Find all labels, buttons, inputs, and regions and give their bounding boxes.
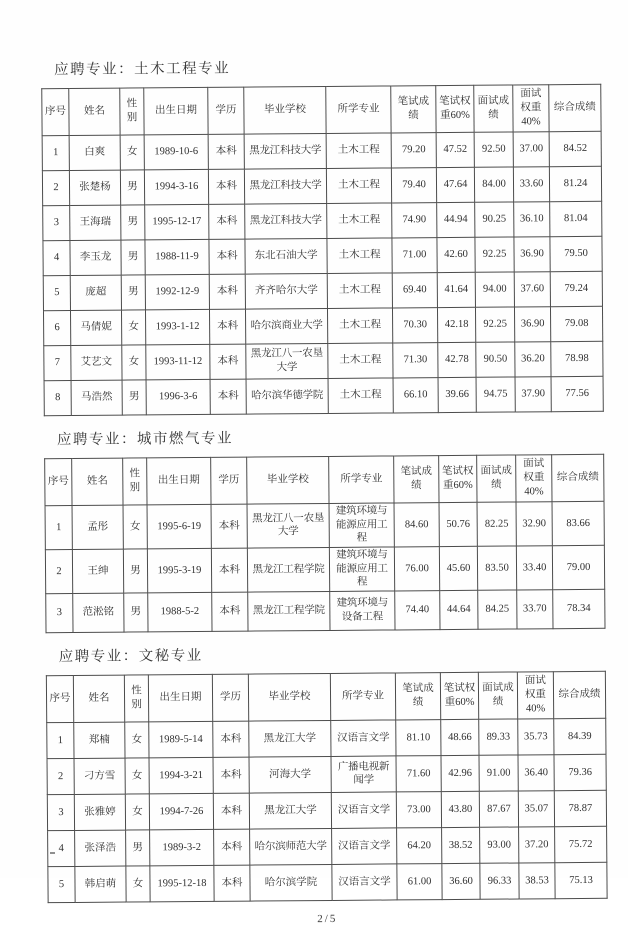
cell-index: 8	[44, 380, 71, 415]
cell-name: 王海瑞	[70, 205, 121, 240]
table-row	[48, 862, 607, 902]
cell-written-score: 71.60	[396, 755, 441, 791]
cell-written-weight-60: 38.52	[442, 827, 480, 863]
cell-interview-score: 89.33	[479, 719, 518, 755]
cell-major: 土木工程	[327, 308, 392, 344]
section-title: 应聘专业：城市燃气专业	[56, 430, 234, 449]
cell-name: 李玉龙	[70, 240, 121, 275]
cell-written-score: 74.40	[395, 590, 440, 629]
cell-name: 庞超	[70, 275, 121, 310]
header-row	[42, 84, 601, 135]
table-row	[47, 790, 606, 830]
cell-overall-score: 84.39	[554, 718, 606, 754]
cell-birthdate: 1994-3-16	[144, 169, 208, 205]
cell-index: 3	[47, 794, 74, 830]
column-header-major: 所学专业	[326, 86, 391, 134]
column-header-overall-score: 综合成绩	[552, 454, 604, 501]
column-header-school: 毕业学校	[244, 86, 326, 134]
table-row	[42, 131, 601, 170]
column-header-education: 学历	[208, 87, 244, 134]
cell-interview-score: 87.67	[479, 791, 518, 827]
cell-written-score: 79.40	[391, 168, 436, 203]
cell-interview-weight-40: 36.90	[514, 237, 550, 272]
cell-birthdate: 1995-12-17	[145, 204, 209, 240]
column-header-index: 序号	[46, 675, 73, 722]
cell-name: 张雅婷	[74, 794, 125, 830]
results-table	[46, 671, 608, 903]
results-table	[44, 454, 605, 633]
table-row	[47, 754, 606, 794]
column-header-index: 序号	[45, 458, 72, 505]
cell-index: 2	[47, 758, 74, 794]
cell-written-weight-60: 43.80	[441, 791, 479, 827]
cell-written-weight-60: 41.64	[437, 272, 475, 307]
table-row	[45, 545, 604, 593]
cell-overall-score: 81.04	[550, 201, 602, 236]
cell-major: 汉语言文学	[331, 720, 396, 757]
cell-index: 3	[43, 205, 70, 240]
cell-overall-score: 78.34	[553, 589, 605, 628]
cell-name: 刁方雪	[74, 758, 125, 794]
cell-birthdate: 1993-11-12	[146, 344, 210, 380]
cell-school: 河海大学	[249, 756, 331, 793]
cell-interview-weight-40: 37.90	[515, 377, 551, 412]
column-header-written-score: 笔试成绩	[391, 86, 436, 133]
cell-interview-score: 82.25	[477, 502, 516, 546]
cell-interview-weight-40: 33.60	[513, 167, 549, 202]
cell-education: 本科	[213, 757, 249, 793]
major-section	[46, 641, 610, 903]
cell-written-weight-60: 39.66	[438, 377, 476, 412]
cell-major: 土木工程	[326, 168, 391, 204]
cell-education: 本科	[210, 379, 246, 414]
table-row	[43, 271, 602, 310]
cell-school: 黑龙江工程学院	[248, 591, 330, 631]
table-row	[42, 166, 601, 205]
cell-birthdate: 1988-11-9	[145, 239, 209, 275]
column-header-gender: 性别	[124, 675, 148, 722]
cell-school: 黑龙江工程学院	[247, 547, 329, 592]
header-row	[45, 454, 604, 505]
cell-school: 黑龙江八一农垦大学	[247, 503, 329, 548]
cell-interview-weight-40: 36.40	[518, 755, 554, 791]
cell-index: 2	[42, 170, 69, 205]
cell-index: 2	[45, 549, 72, 593]
cell-written-weight-60: 47.64	[436, 167, 474, 202]
cell-birthdate: 1994-3-21	[149, 757, 213, 794]
cell-gender: 女	[125, 758, 149, 794]
cell-birthdate: 1988-5-2	[148, 592, 212, 632]
cell-gender: 男	[122, 380, 146, 415]
cell-education: 本科	[209, 309, 245, 344]
cell-gender: 女	[121, 310, 145, 345]
column-header-overall-score: 综合成绩	[549, 84, 601, 131]
cell-major: 土木工程	[326, 133, 391, 169]
cell-interview-score: 90.25	[475, 202, 514, 237]
cell-index: 5	[43, 275, 70, 310]
major-section	[44, 424, 608, 633]
cell-interview-score: 96.33	[480, 863, 519, 899]
cell-gender: 男	[120, 170, 144, 205]
cell-written-weight-60: 36.60	[442, 863, 480, 899]
cell-written-score: 79.20	[391, 133, 436, 168]
cell-written-score: 73.00	[396, 791, 441, 827]
cell-school: 哈尔滨商业大学	[245, 308, 327, 344]
cell-written-weight-60: 42.18	[437, 307, 475, 342]
cell-birthdate: 1989-10-6	[144, 134, 208, 170]
cell-overall-score: 75.13	[555, 862, 607, 898]
cell-major: 土木工程	[327, 238, 392, 274]
cell-overall-score: 79.08	[550, 306, 602, 341]
cell-education: 本科	[213, 721, 249, 757]
cell-index: 3	[46, 593, 73, 632]
column-header-name: 姓名	[69, 88, 120, 135]
cell-gender: 男	[126, 830, 150, 866]
cell-education: 本科	[209, 204, 245, 239]
cell-overall-score: 77.56	[551, 376, 603, 411]
cell-gender: 女	[125, 794, 149, 830]
cell-interview-weight-40: 36.20	[515, 342, 551, 377]
cell-interview-score: 92.50	[474, 132, 513, 167]
cell-index: 1	[45, 505, 72, 549]
cell-interview-score: 84.00	[474, 167, 513, 202]
cell-overall-score: 79.24	[550, 271, 602, 306]
cell-name: 马浩然	[71, 380, 122, 415]
cell-gender: 女	[125, 722, 149, 758]
cell-birthdate: 1992-12-9	[145, 274, 209, 310]
cell-interview-weight-40: 37.60	[514, 272, 550, 307]
cell-written-score: 71.30	[393, 343, 438, 378]
cell-written-score: 64.20	[397, 827, 442, 863]
cell-interview-weight-40: 36.10	[514, 202, 550, 237]
cell-education: 本科	[208, 169, 244, 204]
table-row	[46, 589, 605, 632]
cell-gender: 男	[121, 205, 145, 240]
cell-interview-weight-40: 35.07	[518, 791, 554, 827]
cell-name: 范淞铭	[73, 593, 124, 632]
cell-index: 6	[43, 310, 70, 345]
cell-major: 汉语言文学	[331, 792, 396, 829]
cell-birthdate: 1995-6-19	[147, 504, 211, 548]
cell-gender: 女	[120, 135, 144, 170]
cell-index: 4	[48, 830, 75, 866]
cell-education: 本科	[210, 344, 246, 379]
column-header-education: 学历	[212, 674, 248, 721]
cell-overall-score: 75.72	[555, 826, 607, 862]
column-header-major: 所学专业	[330, 673, 395, 721]
cell-written-score: 81.10	[396, 719, 441, 755]
cell-school: 黑龙江科技大学	[244, 133, 326, 169]
cell-written-score: 74.90	[392, 203, 437, 238]
cell-interview-weight-40: 37.00	[513, 132, 549, 167]
column-header-written-score: 笔试成绩	[394, 456, 439, 503]
cell-written-weight-60: 44.94	[437, 202, 475, 237]
cell-name: 张泽浩	[75, 830, 126, 866]
cell-name: 白爽	[69, 135, 120, 170]
cell-overall-score: 84.52	[549, 131, 601, 166]
cell-interview-weight-40: 33.70	[517, 590, 553, 629]
column-header-written-weight-60: 笔试权重60%	[439, 455, 477, 502]
cell-written-score: 76.00	[394, 547, 439, 591]
cell-school: 黑龙江科技大学	[245, 203, 327, 239]
cell-major: 建筑环境与能源应用工程	[329, 547, 394, 591]
cell-written-score: 69.40	[392, 273, 437, 308]
cell-major: 土木工程	[327, 273, 392, 309]
column-header-education: 学历	[211, 457, 247, 504]
cell-birthdate: 1995-3-19	[147, 548, 211, 592]
cell-name: 艾艺文	[71, 345, 122, 380]
cell-index: 4	[43, 240, 70, 275]
cell-written-weight-60: 42.96	[441, 755, 479, 791]
column-header-interview-weight-40: 面试权重40%	[517, 672, 553, 719]
cell-written-score: 61.00	[397, 863, 442, 899]
cell-written-weight-60: 42.60	[437, 237, 475, 272]
cell-gender: 女	[122, 345, 146, 380]
cell-written-weight-60: 47.52	[436, 132, 474, 167]
cell-overall-score: 78.87	[554, 790, 606, 826]
cell-education: 本科	[211, 504, 247, 548]
cell-interview-weight-40: 32.90	[516, 502, 552, 546]
cell-overall-score: 83.66	[552, 501, 604, 545]
cell-birthdate: 1989-3-2	[150, 829, 214, 866]
cell-birthdate: 1996-3-6	[146, 379, 210, 415]
section-title: 应聘专业：土木工程专业	[54, 60, 231, 79]
column-header-school: 毕业学校	[247, 456, 329, 504]
column-header-name: 姓名	[73, 675, 124, 722]
column-header-index: 序号	[42, 88, 69, 135]
cell-interview-weight-40: 38.53	[519, 863, 555, 899]
cell-interview-score: 83.50	[477, 546, 516, 590]
sections-container	[41, 54, 610, 903]
cell-overall-score: 81.24	[549, 166, 601, 201]
cell-interview-weight-40: 35.73	[518, 719, 554, 755]
column-header-overall-score: 综合成绩	[553, 671, 605, 718]
column-header-interview-score: 面试成绩	[478, 672, 517, 719]
column-header-school: 毕业学校	[248, 673, 330, 721]
column-header-interview-weight-40: 面试权重40%	[516, 455, 552, 502]
column-header-interview-score: 面试成绩	[474, 85, 513, 132]
cell-gender: 男	[124, 593, 148, 632]
cell-education: 本科	[209, 274, 245, 309]
cell-index: 1	[47, 722, 74, 758]
cell-written-score: 70.30	[392, 308, 437, 343]
column-header-birthdate: 出生日期	[147, 457, 211, 505]
cell-name: 孟彤	[72, 505, 123, 549]
cell-major: 广播电视新闻学	[331, 756, 396, 793]
column-header-written-score: 笔试成绩	[395, 672, 440, 719]
cell-major: 汉语言文学	[332, 864, 397, 901]
table-row	[43, 201, 602, 240]
cell-education: 本科	[212, 592, 248, 631]
cell-interview-score: 93.00	[480, 827, 519, 863]
cell-interview-score: 90.50	[476, 342, 515, 377]
cell-gender: 男	[121, 240, 145, 275]
cell-written-weight-60: 50.76	[439, 502, 477, 546]
cell-written-weight-60: 45.60	[439, 546, 477, 590]
cell-interview-weight-40: 33.40	[516, 546, 552, 590]
column-header-interview-score: 面试成绩	[477, 455, 516, 502]
cell-major: 汉语言文学	[332, 828, 397, 865]
cell-school: 齐齐哈尔大学	[245, 273, 327, 309]
cell-school: 黑龙江大学	[249, 720, 331, 757]
cell-interview-score: 92.25	[475, 307, 514, 342]
cell-school: 哈尔滨学院	[250, 864, 332, 901]
cell-birthdate: 1993-1-12	[145, 309, 209, 345]
column-header-gender: 性别	[123, 458, 147, 505]
cell-written-score: 84.60	[394, 503, 439, 547]
cell-written-score: 66.10	[393, 378, 438, 413]
table-row	[47, 718, 606, 758]
cell-written-weight-60: 42.78	[438, 342, 476, 377]
column-header-written-weight-60: 笔试权重60%	[436, 85, 474, 132]
cell-school: 哈尔滨师范大学	[250, 828, 332, 865]
cell-written-score: 71.00	[392, 238, 437, 273]
scan-speck	[50, 852, 55, 854]
cell-interview-score: 91.00	[479, 755, 518, 791]
column-header-major: 所学专业	[329, 456, 394, 504]
cell-school: 黑龙江大学	[249, 792, 331, 829]
table-row	[43, 236, 602, 275]
cell-index: 5	[48, 866, 75, 902]
cell-interview-score: 94.00	[475, 272, 514, 307]
cell-overall-score: 78.98	[551, 341, 603, 376]
column-header-birthdate: 出生日期	[144, 87, 208, 135]
cell-gender: 男	[123, 549, 147, 593]
table-row	[45, 501, 604, 549]
cell-name: 马倩妮	[70, 310, 121, 345]
table-row	[44, 341, 603, 380]
column-header-interview-weight-40: 面试权重40%	[513, 85, 549, 132]
cell-interview-weight-40: 37.20	[519, 827, 555, 863]
cell-index: 1	[42, 135, 69, 170]
cell-education: 本科	[209, 239, 245, 274]
scanned-sheet	[41, 54, 610, 927]
column-header-birthdate: 出生日期	[148, 674, 212, 722]
cell-education: 本科	[213, 793, 249, 829]
cell-education: 本科	[214, 865, 250, 901]
header-row	[46, 671, 605, 722]
cell-name: 王绅	[72, 549, 123, 593]
cell-overall-score: 79.00	[552, 545, 604, 589]
cell-overall-score: 79.50	[550, 236, 602, 271]
cell-written-weight-60: 44.64	[440, 590, 478, 629]
table-row	[48, 826, 607, 866]
cell-gender: 女	[123, 505, 147, 549]
cell-major: 土木工程	[328, 343, 393, 379]
cell-school: 哈尔滨华德学院	[246, 378, 328, 414]
cell-major: 土木工程	[327, 203, 392, 239]
cell-interview-weight-40: 36.90	[514, 307, 550, 342]
results-table	[41, 84, 604, 416]
cell-index: 7	[44, 345, 71, 380]
column-header-name: 姓名	[72, 458, 123, 505]
column-header-gender: 性别	[120, 88, 144, 135]
column-header-written-weight-60: 笔试权重60%	[440, 672, 478, 719]
major-section	[41, 54, 606, 416]
cell-birthdate: 1989-5-14	[149, 721, 213, 758]
cell-major: 土木工程	[328, 378, 393, 414]
cell-education: 本科	[211, 548, 247, 592]
page-number: 2/5	[317, 912, 338, 925]
cell-gender: 女	[126, 866, 150, 902]
cell-school: 东北石油大学	[245, 238, 327, 274]
cell-name: 韩启萌	[75, 866, 126, 902]
table-row	[43, 306, 602, 345]
cell-education: 本科	[208, 134, 244, 169]
table-row	[44, 376, 603, 415]
cell-written-weight-60: 48.66	[441, 719, 479, 755]
cell-interview-score: 94.75	[476, 377, 515, 412]
cell-interview-score: 84.25	[478, 590, 517, 629]
cell-school: 黑龙江科技大学	[244, 168, 326, 204]
cell-major: 建筑环境与设备工程	[330, 591, 395, 631]
cell-birthdate: 1995-12-18	[150, 865, 214, 902]
cell-education: 本科	[214, 829, 250, 865]
cell-gender: 男	[121, 275, 145, 310]
cell-school: 黑龙江八一农垦大学	[246, 343, 328, 379]
section-title: 应聘专业：文秘专业	[58, 647, 203, 665]
cell-interview-score: 92.25	[475, 237, 514, 272]
cell-birthdate: 1994-7-26	[149, 793, 213, 830]
cell-overall-score: 79.36	[554, 754, 606, 790]
cell-major: 建筑环境与能源应用工程	[329, 503, 394, 547]
cell-name: 张楚杨	[69, 170, 120, 205]
cell-name: 郑楠	[74, 722, 125, 758]
